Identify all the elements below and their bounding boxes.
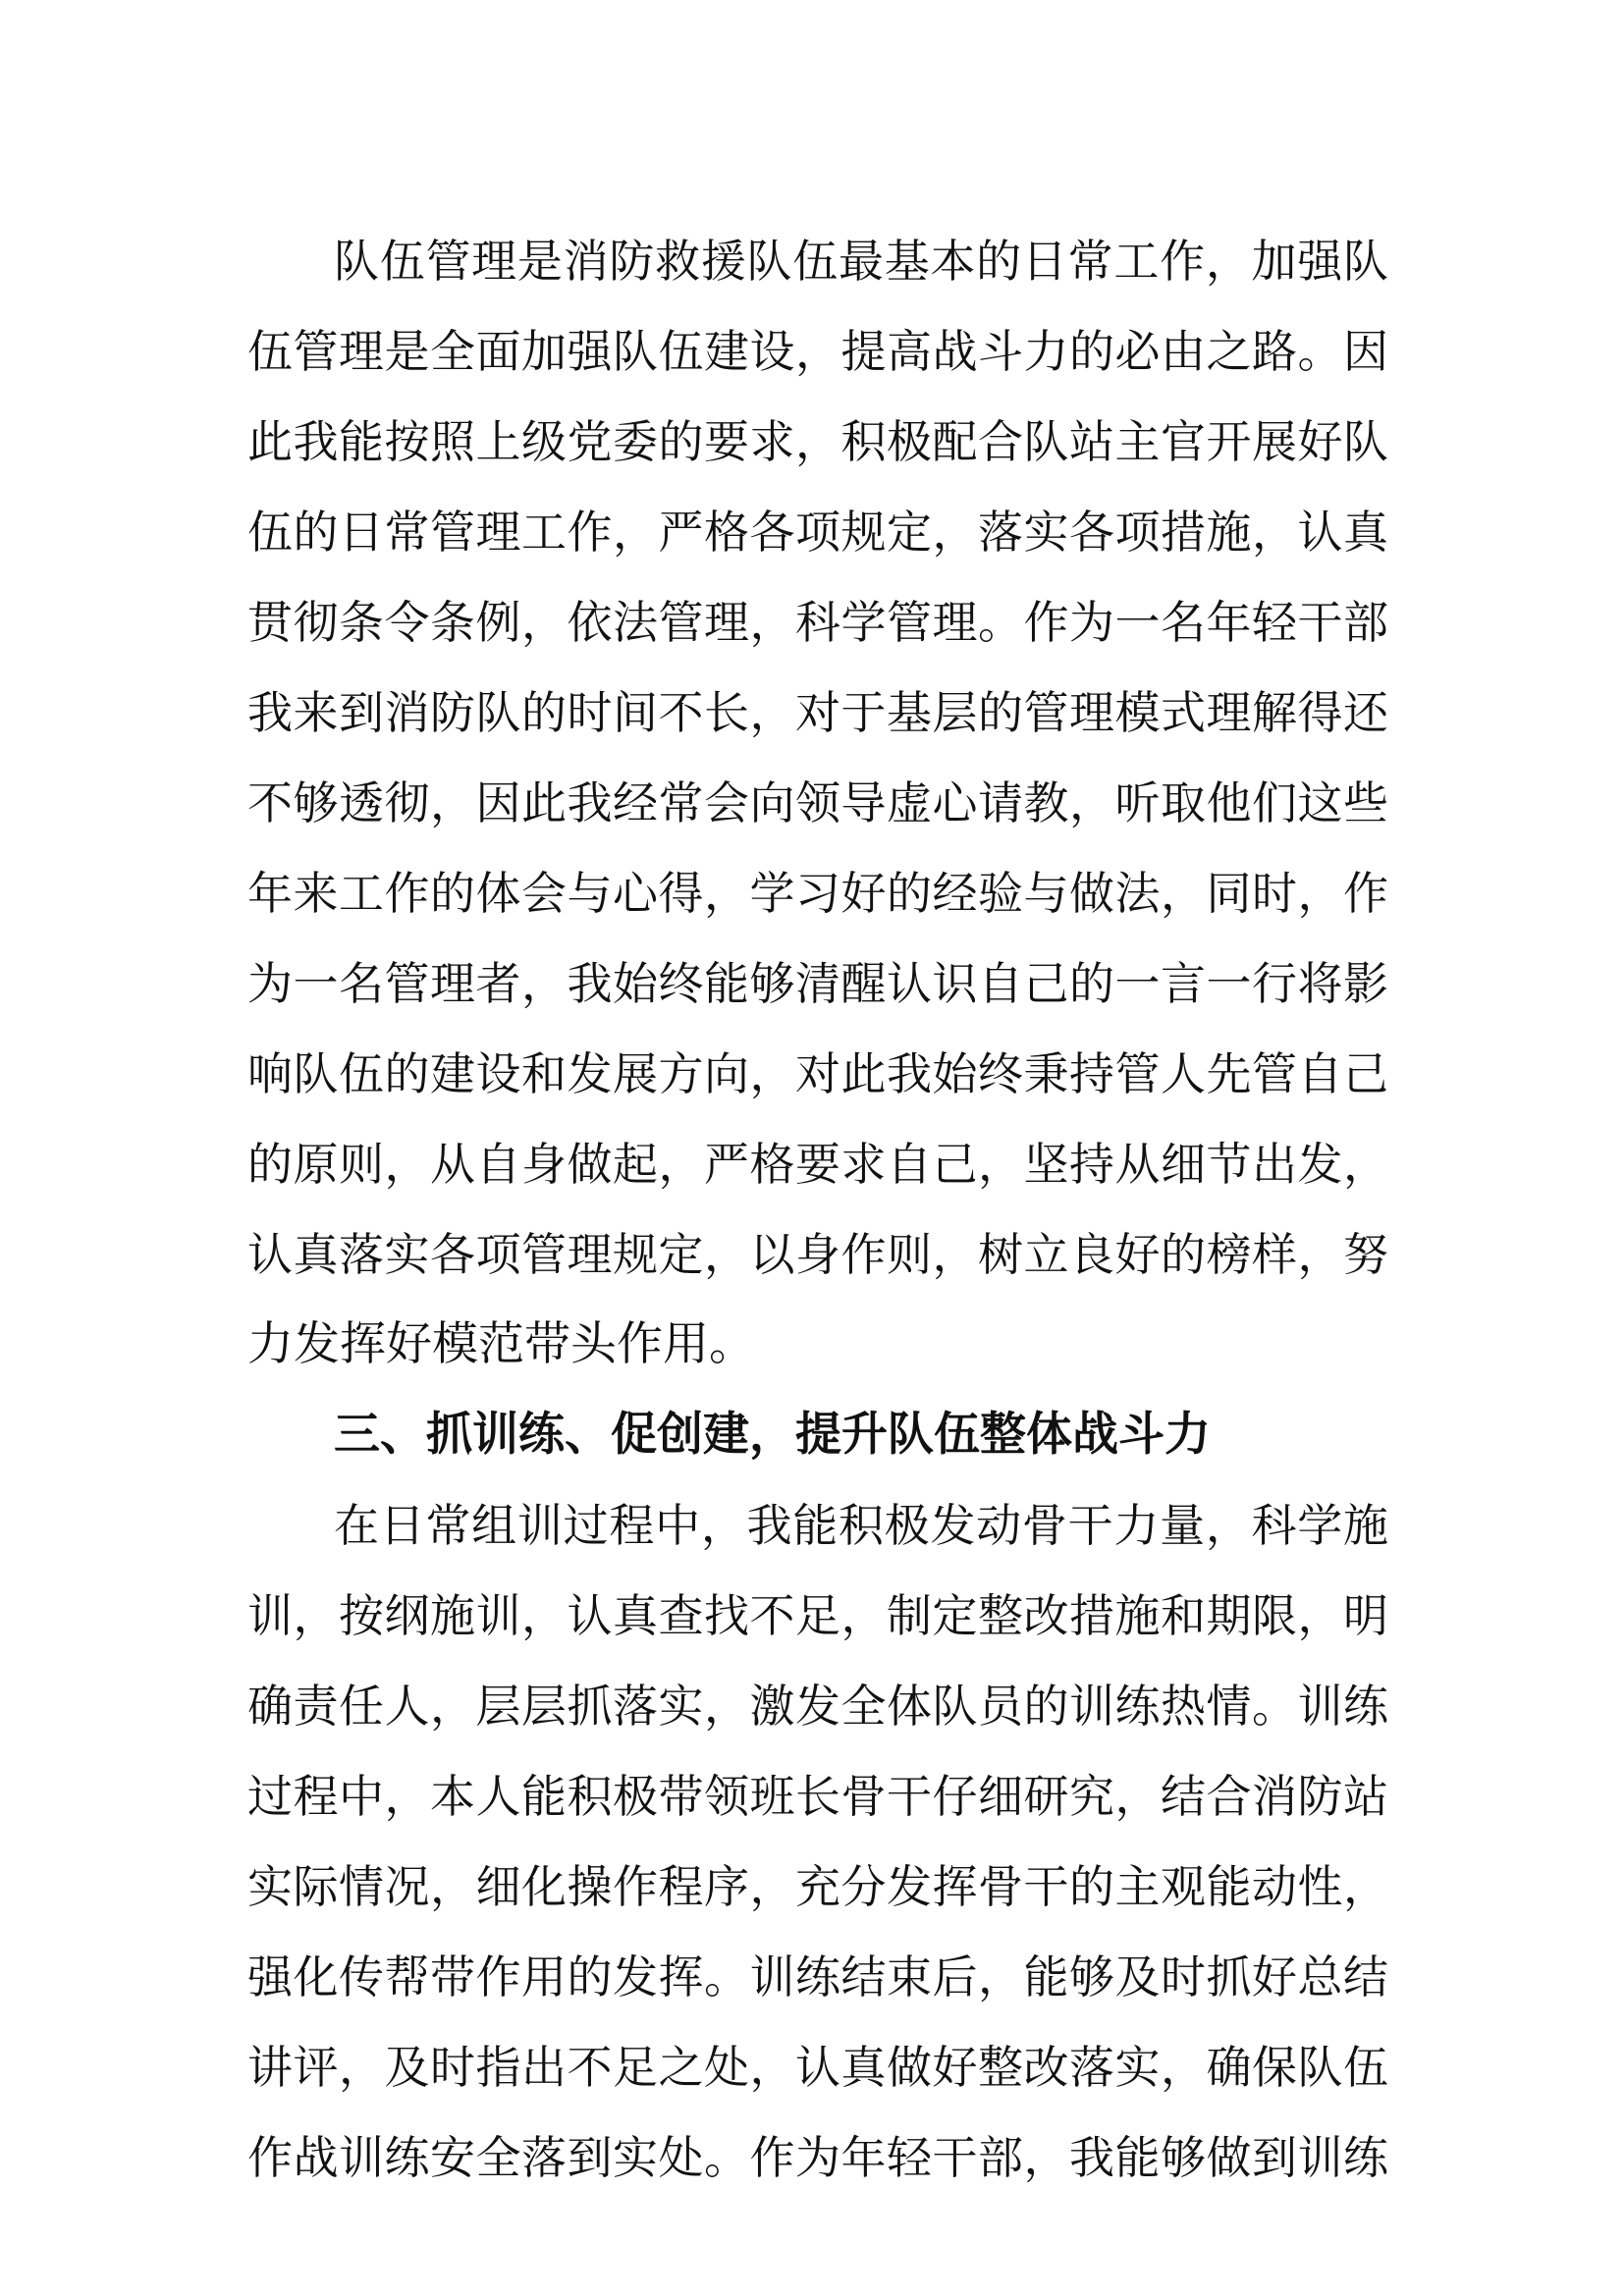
paragraph1-line-6: 我来到消防队的时间不长，对于基层的管理模式理解得还: [247, 686, 1388, 739]
paragraph1-line-12: 认真落实各项管理规定，以身作则，树立良好的榜样，努: [247, 1228, 1388, 1281]
paragraph1-line-1: 队伍管理是消防救援队伍最基本的日常工作，加强队: [334, 235, 1388, 288]
paragraph1-line-10: 响队伍的建设和发展方向，对此我始终秉持管人先管自己: [247, 1047, 1388, 1100]
paragraph2-line-8: 作战训练安全落到实处。作为年轻干部，我能够做到训练: [247, 2131, 1388, 2184]
paragraph1-line-13: 力发挥好模范带头作用。: [247, 1317, 755, 1371]
paragraph1-line-4: 伍的日常管理工作，严格各项规定，落实各项措施，认真: [247, 506, 1388, 559]
paragraph1-line-7: 不够透彻，因此我经常会向领导虚心请教，听取他们这些: [247, 776, 1388, 829]
paragraph2-line-7: 讲评，及时指出不足之处，认真做好整改落实，确保队伍: [247, 2041, 1388, 2094]
paragraph2-line-5: 实际情况，细化操作程序，充分发挥骨干的主观能动性，: [247, 1860, 1388, 1913]
paragraph1-line-9: 为一名管理者，我始终能够清醒认识自己的一言一行将影: [247, 957, 1388, 1010]
paragraph1-line-3: 此我能按照上级党委的要求，积极配合队站主官开展好队: [247, 415, 1388, 468]
paragraph1-line-5: 贯彻条令条例，依法管理，科学管理。作为一名年轻干部: [247, 596, 1388, 649]
paragraph2-line-4: 过程中，本人能积极带领班长骨干仔细研究，结合消防站: [247, 1770, 1388, 1823]
paragraph1-line-11: 的原则，从自身做起，严格要求自己，坚持从细节出发，: [247, 1138, 1388, 1191]
section-heading: 三、抓训练、促创建，提升队伍整体战斗力: [334, 1408, 1211, 1462]
paragraph2-line-6: 强化传帮带作用的发挥。训练结束后，能够及时抓好总结: [247, 1950, 1388, 2003]
paragraph1-line-8: 年来工作的体会与心得，学习好的经验与做法，同时，作: [247, 867, 1388, 920]
paragraph2-line-1: 在日常组训过程中，我能积极发动骨干力量，科学施: [334, 1499, 1388, 1552]
paragraph2-line-2: 训，按纲施训，认真查找不足，制定整改措施和期限，明: [247, 1589, 1388, 1642]
paragraph1-line-2: 伍管理是全面加强队伍建设，提高战斗力的必由之路。因: [247, 325, 1388, 378]
paragraph2-line-3: 确责任人，层层抓落实，激发全体队员的训练热情。训练: [247, 1680, 1388, 1733]
